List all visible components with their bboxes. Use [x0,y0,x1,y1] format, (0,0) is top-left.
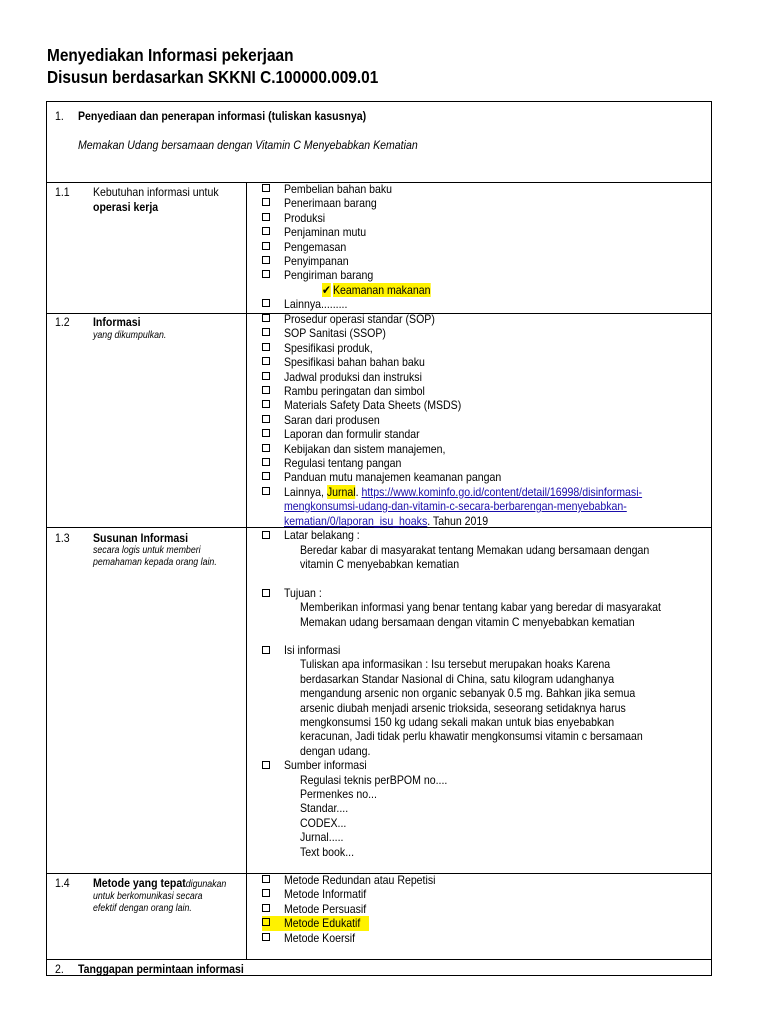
section-1-number: 1. [55,109,64,123]
checkbox[interactable] [262,314,270,322]
checkbox[interactable] [262,429,270,437]
row-1-2-sublabel: yang dikumpulkan. [93,330,167,341]
row-1-4-label-line [93,876,226,890]
option-label: Metode Koersif [284,930,356,945]
option-label: Metode Informatif [284,887,367,902]
checkbox[interactable] [262,415,270,423]
row-1-3-number: 1.3 [55,531,70,545]
option-label: Penerimaan barang [284,196,377,211]
row-1-1-label: Kebutuhan informasi untuk [93,185,219,199]
isi-line: mengandung arsenic non organic sebanyak 0.5 mg. Bahkan jika semua [300,686,636,701]
source-link-line-2[interactable]: mengkonsumsi-udang-dan-vitamin-c-secara-berbarengan-menyebabkan- [284,499,627,514]
isi-line: berdasarkan Standar Nasional di China, satu kilogram udanghanya [300,671,615,686]
row-1-2-number: 1.2 [55,315,70,329]
source-link[interactable]: https://www.kominfo.go.id/content/detail/16998/disinformasi- [361,484,643,499]
row-1-3-sublabel-1: secara logis untuk memberi [93,545,201,556]
option-label: Spesifikasi bahan bahan baku [284,355,425,370]
checkbox[interactable] [262,444,270,452]
checkbox[interactable] [262,270,270,278]
row-1-1-number: 1.1 [55,185,70,199]
row-1-4-sublabel-inline: digunakan [185,879,227,890]
checkbox[interactable] [262,531,270,539]
latar-label: Latar belakang : [284,528,360,542]
option-label: Lainnya......... [284,297,348,312]
latar-text-2: vitamin C menyebabkan kematian [300,557,460,572]
row-1-2-options [262,312,710,526]
sumber-line: Regulasi teknis perBPOM no.... [300,772,448,787]
checkbox[interactable] [262,875,270,883]
row-1-4-sublabel-1: untuk berkomunikasi secara [93,891,203,902]
checkbox[interactable] [262,372,270,380]
row-1-4-options [262,873,702,953]
tujuan-text-1: Memberikan informasi yang benar tentang kabar yang beredar di masyarakat [300,600,662,615]
row-1-4-label: Metode yang tepat [93,876,186,890]
isi-line: mengkonsumsi 150 kg udang sekali makan untuk bias enyebabkan [300,715,615,729]
document-title [47,44,378,88]
option-label: Produksi [284,210,326,225]
checkbox[interactable] [262,589,270,597]
latar-text-1: Beredar kabar di masyarakat tentang Memakan udang bersamaan dengan [300,543,650,557]
other-dot: . [355,484,362,499]
other-prefix: Lainnya, [284,484,327,499]
row-1-1-options [262,182,702,312]
option-label: Panduan mutu manajemen keamanan pangan [284,470,502,485]
source-link-line-3[interactable]: kematian/0/laporan_isu_hoaks [284,513,428,528]
case-title: Memakan Udang bersamaan dengan Vitamin C Menyebabkan Kematian [78,138,418,152]
isi-line: dengan udang. [300,743,371,758]
option-label: Laporan dan formulir standar [284,427,420,442]
section-2-heading: Tanggapan permintaan informasi [78,962,244,976]
checkbox[interactable] [262,933,270,941]
section-1-heading: Penyediaan dan penerapan informasi (tuliskan kasusnya) [78,109,367,123]
option-label: Pengiriman barang [284,268,374,283]
option-label: Pengemasan [284,239,347,254]
section-2-number: 2. [55,962,64,976]
option-label: Jadwal produksi dan instruksi [284,369,422,384]
checkbox[interactable] [262,646,270,654]
option-label: Keamanan makanan [333,282,431,297]
checkbox[interactable] [262,213,270,221]
sumber-label: Sumber informasi [284,758,367,773]
option-label: Prosedur operasi standar (SOP) [284,312,435,326]
checkbox[interactable] [262,343,270,351]
sumber-line: Standar.... [300,801,349,816]
row-1-3-sublabel-2: pemahaman kepada orang lain. [93,557,217,568]
option-label: Spesifikasi produk, [284,340,373,355]
checkbox[interactable] [262,400,270,408]
checkbox[interactable] [262,386,270,394]
form-table [46,101,712,976]
source-year: . Tahun 2019 [427,513,489,528]
isi-line: keracunan, Jadi tidak perlu khawatir mengkonsumsi vitamin c bersamaan [300,729,643,744]
option-label: Penyimpanan [284,254,349,268]
link-continuation [284,514,488,528]
sumber-line: Permenkes no... [300,787,377,801]
row-1-4-number: 1.4 [55,876,70,890]
checkbox[interactable] [262,458,270,466]
sumber-line: Jurnal..... [300,830,344,845]
checkbox[interactable] [262,472,270,480]
checkbox[interactable] [262,328,270,336]
check-icon: ✔ [322,282,331,297]
option-edukatif[interactable] [262,916,369,930]
column-divider [246,183,247,959]
checkbox[interactable] [262,761,270,769]
link-continuation[interactable] [284,499,627,513]
option-label: Kebijakan dan sistem manajemen, [284,441,446,456]
sumber-line: CODEX... [300,815,347,830]
checkbox[interactable] [262,299,270,307]
row-1-3-content [262,527,710,872]
checkbox[interactable] [262,256,270,264]
isi-label: Isi informasi [284,643,341,657]
option-label: Metode Persuasif [284,901,367,916]
checkbox[interactable] [262,198,270,206]
checkbox[interactable] [262,889,270,897]
row-1-2-label: Informasi [93,315,141,329]
option-label: Materials Safety Data Sheets (MSDS) [284,398,462,413]
checkbox[interactable] [262,184,270,192]
tujuan-text-2: Memakan udang bersamaan dengan vitamin C menyebabkan kematian [300,614,635,629]
checkbox[interactable] [262,918,270,926]
checkbox[interactable] [262,904,270,912]
row-1-4-sublabel-2: efektif dengan orang lain. [93,903,192,914]
highlight-jurnal: Jurnal [326,484,356,499]
row-1-3-label: Susunan Informasi [93,531,189,545]
other-source-line [284,485,642,499]
option-label: Penjaminan mutu [284,225,367,240]
option-label: Pembelian bahan baku [284,182,393,196]
title-line-2: Disusun berdasarkan SKKNI C.100000.009.01 [47,67,379,87]
checkbox[interactable] [262,242,270,250]
row-1-1-label-bold: operasi kerja [93,200,159,214]
option-label: Metode Edukatif [284,916,361,931]
checkbox[interactable] [262,487,270,495]
sumber-line: Text book... [300,844,355,859]
option-label: Saran dari produsen [284,412,380,427]
option-label: Rambu peringatan dan simbol [284,384,425,398]
option-label: Regulasi tentang pangan [284,456,402,470]
isi-line: Tuliskan apa informasikan : Isu tersebut merupakan hoaks Karena [300,657,611,672]
isi-line: arsenic diubah menjadi arsenic trioksida, seseorang setidaknya harus [300,700,626,715]
checkbox[interactable] [262,357,270,365]
checkbox[interactable] [262,227,270,235]
title-line-1: Menyediakan Informasi pekerjaan [47,45,294,65]
tujuan-label: Tujuan : [284,586,322,600]
option-label: Metode Redundan atau Repetisi [284,873,436,887]
row-divider [47,959,711,960]
option-label: SOP Sanitasi (SSOP) [284,326,386,341]
